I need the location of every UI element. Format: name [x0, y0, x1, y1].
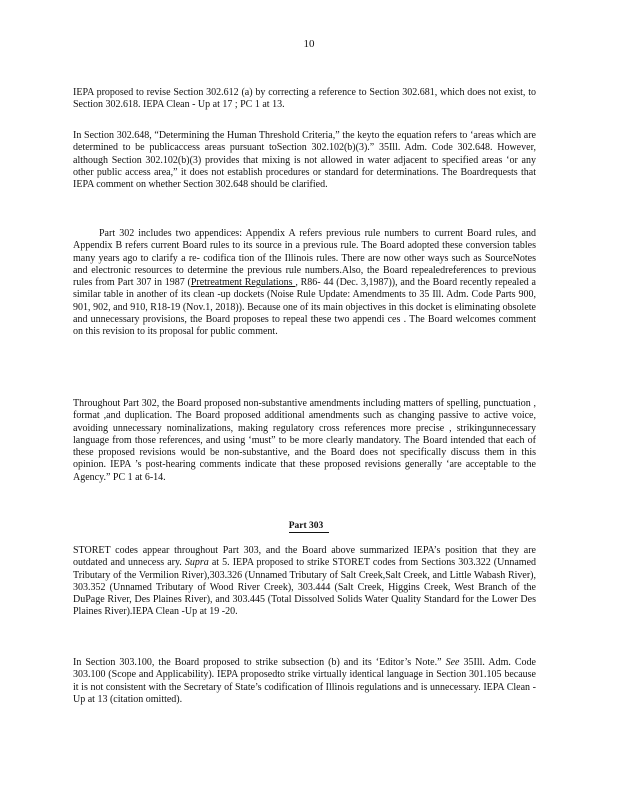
paragraph-text: at 5. IEPA proposed to strike STORET codes from Sections 303.322 (Unnamed Tributary of the Vermilion River),303.326 (Unnamed Tributary of Salt Creek,Salt Creek, and Little Wabash River), 303.352 (Unnamed Tributary of Wood River Creek), 303.444 (Salt Creek, Higgins Creek, West Branch of the DuPage River, Des Plaines River), and 303.445 (Total Dissolved Solids Water Quality Standard for the Lower Des Plaines River).IEPA Clean -Up at 19 -20.	[73, 557, 537, 618]
section-heading-text: Part 303	[289, 521, 330, 533]
page-number: 10	[303, 38, 315, 50]
paragraph-non-substantive	[73, 398, 536, 484]
paragraph-text: Part 302 includes two appendices: Appendix A refers previous rule numbers to current Board rules, and Appendix B refers current Board rules to its source in a previous rule. The Board adopted these conversion tables many years ago to clarify a re- codifica tion of the Illinois rules. There are now other ways such as SourceNotes and electronic resources to determine the previous rule numbers.Also, the Board repealedreferences to previous rules from Part 307 in 1987 (	[73, 228, 536, 289]
case-name-underlined: Pretreatment Regulations	[190, 277, 296, 289]
paragraph-302-648	[73, 130, 536, 191]
paragraph-302-612	[73, 87, 536, 112]
paragraph-storet	[73, 545, 536, 619]
paragraph-text: In Section 303.100, the Board proposed to strike subsection (b) and its ‘Editor’s Note.”	[73, 657, 446, 668]
citation-signal-italic: Supra	[184, 557, 209, 569]
paragraph-303-100	[73, 657, 536, 706]
section-heading	[0, 520, 618, 532]
citation-signal-italic: See	[445, 657, 460, 668]
paragraph-text: IEPA proposed to revise Section 302.612 (a) by correcting a reference to Section 302.681, which does not exist, to Section 302.618. IEPA Clean - Up at 17 ; PC 1 at 13.	[73, 87, 536, 111]
paragraph-text: 35Ill. Adm. Code 303.100 (Scope and Applicability). IEPA proposedto strike virtually identical language in Section 301.105 because it is not consistent with the Secretary of State’s codification of Illinois regulations and is unnecessary. IEPA Clean -Up at 13 (citation omitted).	[73, 657, 536, 705]
paragraph-appendices	[73, 228, 536, 339]
paragraph-text: , R86- 44 (Dec. 3,1987)), and the Board recently repealed a similar table in another of its clean -up dockets (Noise Rule Update: Amendments to 35 Ill. Adm. Code Parts 900, 901, 902, and 910, R18-19 (Nov.1, 2018)). Because one of its main objectives in this docket is eliminating obsolete and unnecessary provisions, the Board proposes to repeal these two appendi ces . The Board welcomes comment on this revision to its proposal for public comment.	[73, 277, 536, 338]
paragraph-text: In Section 302.648, “Determining the Human Threshold Criteria,” the keyto the equation refers to ‘areas which are determined to be publicaccess areas pursuant toSection 302.102(b)(3).” 35Ill. Adm. Code 302.648. However, although Section 302.102(b)(3) provides that mixing is not allowed in water adjacent to specified areas ‘or any other public access area,” it does not establish procedures or standard for determinations. The Boardrequests that IEPA comment on whether Section 302.648 should be clarified.	[73, 130, 536, 191]
paragraph-text: STORET codes appear throughout Part 303, and the Board above summarized IEPA’s position that they are outdated and unnecess ary.	[73, 545, 536, 569]
paragraph-text: Throughout Part 302, the Board proposed non-substantive amendments including matters of spelling, punctuation , format ,and duplication. The Board proposed additional amendments such as changing passive to active voice, avoiding unnecessary nominalizations, making regulatory cross references more precise , strikingunnecessary language from those references, and using ‘must” to be more clearly mandatory. The Board intended that each of these proposed revisions would be non-substantive, and the Board does not specifically discuss them in this opinion. IEPA ’s post-hearing comments indicate that these proposed revisions generally ‘are acceptable to the Agency.” PC 1 at 6-14.	[73, 398, 536, 483]
